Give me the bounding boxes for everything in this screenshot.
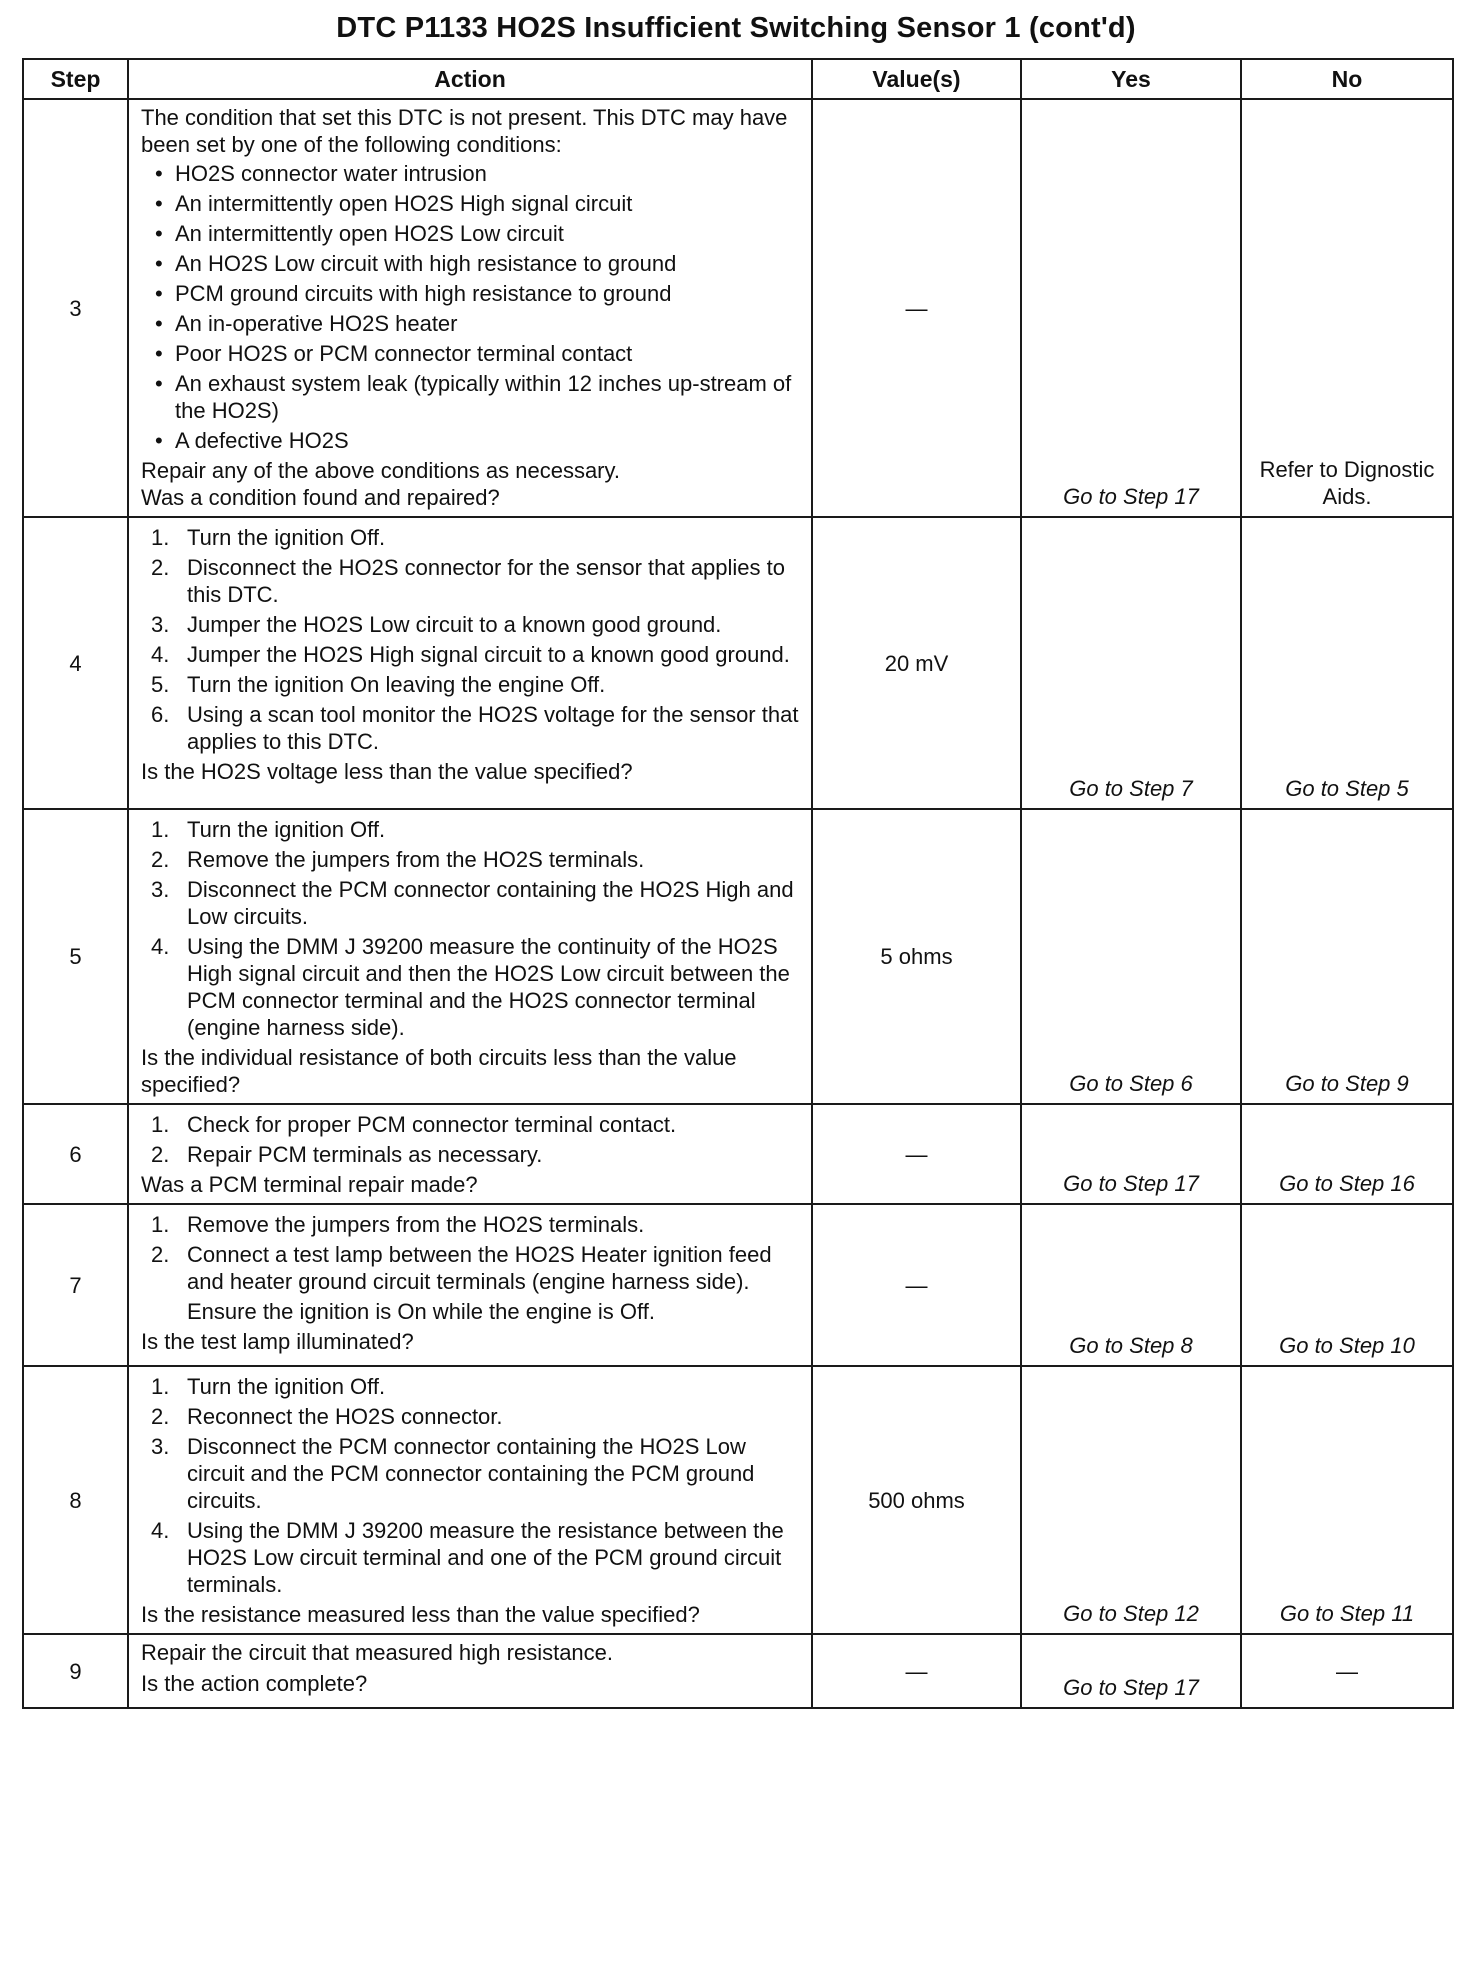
yes-link[interactable]: Go to Step 17: [1021, 99, 1241, 517]
step-number: 4: [23, 517, 128, 809]
step-marker: 3.: [151, 1434, 170, 1459]
no-link[interactable]: Go to Step 10: [1241, 1204, 1453, 1366]
yes-link[interactable]: Go to Step 6: [1021, 809, 1241, 1104]
table-row: [23, 1104, 1453, 1204]
no-value: —: [1241, 1634, 1453, 1708]
action-question: Is the HO2S voltage less than the value specified?: [141, 759, 633, 784]
action-cell: [128, 809, 812, 1104]
action-question: Is the test lamp illuminated?: [141, 1329, 414, 1354]
condition-list: [141, 160, 803, 454]
list-item: • An intermittently open HO2S High signal circuit: [155, 191, 633, 216]
step-marker: 1.: [151, 1112, 170, 1137]
yes-link[interactable]: Go to Step 7: [1021, 517, 1241, 809]
header-values: Value(s): [812, 59, 1021, 99]
yes-link[interactable]: Go to Step 17: [1021, 1104, 1241, 1204]
diagnostic-table: [22, 58, 1454, 1709]
list-item: 1. Turn the ignition Off.: [151, 1374, 386, 1399]
table-row: [23, 1204, 1453, 1366]
list-item: • A defective HO2S: [155, 428, 349, 453]
step-marker: 1.: [151, 1374, 170, 1399]
bullet-icon: •: [155, 161, 163, 186]
list-item: 1. Turn the ignition Off.: [151, 525, 386, 550]
yes-link[interactable]: Go to Step 17: [1021, 1634, 1241, 1708]
list-item: 1. Check for proper PCM connector terminal contact.: [151, 1112, 677, 1137]
yes-link[interactable]: Go to Step 8: [1021, 1204, 1241, 1366]
list-item: 5. Turn the ignition On leaving the engine Off.: [151, 672, 606, 697]
action-cell: [128, 99, 812, 517]
header-no: No: [1241, 59, 1453, 99]
bullet-icon: •: [155, 428, 163, 453]
bullet-icon: •: [155, 311, 163, 336]
action-cell: [128, 1366, 812, 1634]
bullet-icon: •: [155, 221, 163, 246]
action-question: Was a condition found and repaired?: [141, 485, 500, 510]
value-cell: 20 mV: [812, 517, 1021, 809]
table-row: [23, 99, 1453, 517]
no-link[interactable]: Go to Step 9: [1241, 809, 1453, 1104]
page-title: DTC P1133 HO2S Insufficient Switching Sensor 1 (cont'd): [336, 12, 1136, 44]
step-marker: 1.: [151, 1212, 170, 1237]
list-item: 3. Disconnect the PCM connector containing the HO2S High and Low circuits.: [151, 877, 794, 929]
list-item: 1. Turn the ignition Off.: [151, 817, 386, 842]
list-item: 4. Jumper the HO2S High signal circuit to a known good ground.: [151, 642, 790, 667]
header-action: Action: [128, 59, 812, 99]
list-item: 2. Repair PCM terminals as necessary.: [151, 1142, 543, 1167]
action-note: Ensure the ignition is On while the engine is Off.: [187, 1299, 655, 1324]
table-row: [23, 1634, 1453, 1708]
step-number: 5: [23, 809, 128, 1104]
action-question: Was a PCM terminal repair made?: [141, 1172, 478, 1197]
list-item: 2. Reconnect the HO2S connector.: [151, 1404, 503, 1429]
bullet-icon: •: [155, 371, 163, 396]
procedure-list: [141, 1373, 803, 1598]
procedure-list: [141, 1111, 803, 1168]
no-link[interactable]: Go to Step 11: [1241, 1366, 1453, 1634]
step-number: 3: [23, 99, 128, 517]
list-item: • An HO2S Low circuit with high resistance to ground: [155, 251, 677, 276]
list-item: 6. Using a scan tool monitor the HO2S voltage for the sensor that applies to this DTC.: [151, 702, 799, 754]
list-item: 2. Connect a test lamp between the HO2S Heater ignition feed and heater ground circuit terminals (engine harness side).: [151, 1242, 772, 1294]
action-intro: Repair the circuit that measured high resistance.: [141, 1640, 614, 1665]
action-question: Is the individual resistance of both circuits less than the value specified?: [141, 1045, 737, 1097]
step-marker: 1.: [151, 817, 170, 842]
list-item: 2. Disconnect the HO2S connector for the sensor that applies to this DTC.: [151, 555, 785, 607]
list-item: • HO2S connector water intrusion: [155, 161, 487, 186]
procedure-list: [141, 1211, 803, 1295]
list-item: 4. Using the DMM J 39200 measure the continuity of the HO2S High signal circuit and then the HO2S Low circuit between the PCM connector terminal and the HO2S connector terminal (engine harness side).: [151, 934, 790, 1040]
value-cell: —: [812, 1104, 1021, 1204]
table-row: [23, 809, 1453, 1104]
list-item: 3. Jumper the HO2S Low circuit to a known good ground.: [151, 612, 722, 637]
step-marker: 4.: [151, 1518, 170, 1543]
bullet-icon: •: [155, 341, 163, 366]
no-link[interactable]: Refer to Dignostic Aids.: [1241, 99, 1453, 517]
step-number: 6: [23, 1104, 128, 1204]
step-marker: 2.: [151, 1142, 170, 1167]
step-marker: 2.: [151, 1242, 170, 1267]
step-number: 7: [23, 1204, 128, 1366]
step-marker: 6.: [151, 702, 170, 727]
no-link[interactable]: Go to Step 5: [1241, 517, 1453, 809]
step-number: 8: [23, 1366, 128, 1634]
action-after: Repair any of the above conditions as necessary.: [141, 458, 620, 483]
value-cell: —: [812, 1634, 1021, 1708]
step-marker: 3.: [151, 612, 170, 637]
bullet-icon: •: [155, 281, 163, 306]
value-cell: —: [812, 99, 1021, 517]
table-header-row: [23, 59, 1453, 99]
list-item: 2. Remove the jumpers from the HO2S terminals.: [151, 847, 645, 872]
bullet-icon: •: [155, 191, 163, 216]
table-row: [23, 1366, 1453, 1634]
action-intro: The condition that set this DTC is not present. This DTC may have been set by one of the following conditions:: [141, 105, 788, 157]
value-cell: 5 ohms: [812, 809, 1021, 1104]
action-cell: [128, 517, 812, 809]
procedure-list: [141, 816, 803, 1041]
step-marker: 1.: [151, 525, 170, 550]
value-cell: —: [812, 1204, 1021, 1366]
action-cell: [128, 1204, 812, 1366]
action-question: Is the action complete?: [141, 1671, 368, 1696]
action-cell: [128, 1634, 812, 1708]
step-marker: 2.: [151, 555, 170, 580]
step-marker: 2.: [151, 847, 170, 872]
list-item: 3. Disconnect the PCM connector containing the HO2S Low circuit and the PCM connector containing the PCM ground circuits.: [151, 1434, 755, 1513]
yes-link[interactable]: Go to Step 12: [1021, 1366, 1241, 1634]
list-item: • An intermittently open HO2S Low circuit: [155, 221, 564, 246]
list-item: 1. Remove the jumpers from the HO2S terminals.: [151, 1212, 645, 1237]
no-link[interactable]: Go to Step 16: [1241, 1104, 1453, 1204]
procedure-list: [141, 524, 803, 755]
step-marker: 4.: [151, 642, 170, 667]
step-marker: 5.: [151, 672, 170, 697]
header-yes: Yes: [1021, 59, 1241, 99]
list-item: 4. Using the DMM J 39200 measure the resistance between the HO2S Low circuit terminal and one of the PCM ground circuit terminals.: [151, 1518, 784, 1597]
step-marker: 3.: [151, 877, 170, 902]
action-question: Is the resistance measured less than the value specified?: [141, 1602, 700, 1627]
list-item: • An exhaust system leak (typically within 12 inches up-stream of the HO2S): [155, 371, 792, 423]
list-item: • PCM ground circuits with high resistance to ground: [155, 281, 672, 306]
list-item: • An in-operative HO2S heater: [155, 311, 458, 336]
step-marker: 4.: [151, 934, 170, 959]
list-item: • Poor HO2S or PCM connector terminal contact: [155, 341, 633, 366]
action-cell: [128, 1104, 812, 1204]
header-step: Step: [23, 59, 128, 99]
step-marker: 2.: [151, 1404, 170, 1429]
step-number: 9: [23, 1634, 128, 1708]
table-row: [23, 517, 1453, 809]
bullet-icon: •: [155, 251, 163, 276]
value-cell: 500 ohms: [812, 1366, 1021, 1634]
